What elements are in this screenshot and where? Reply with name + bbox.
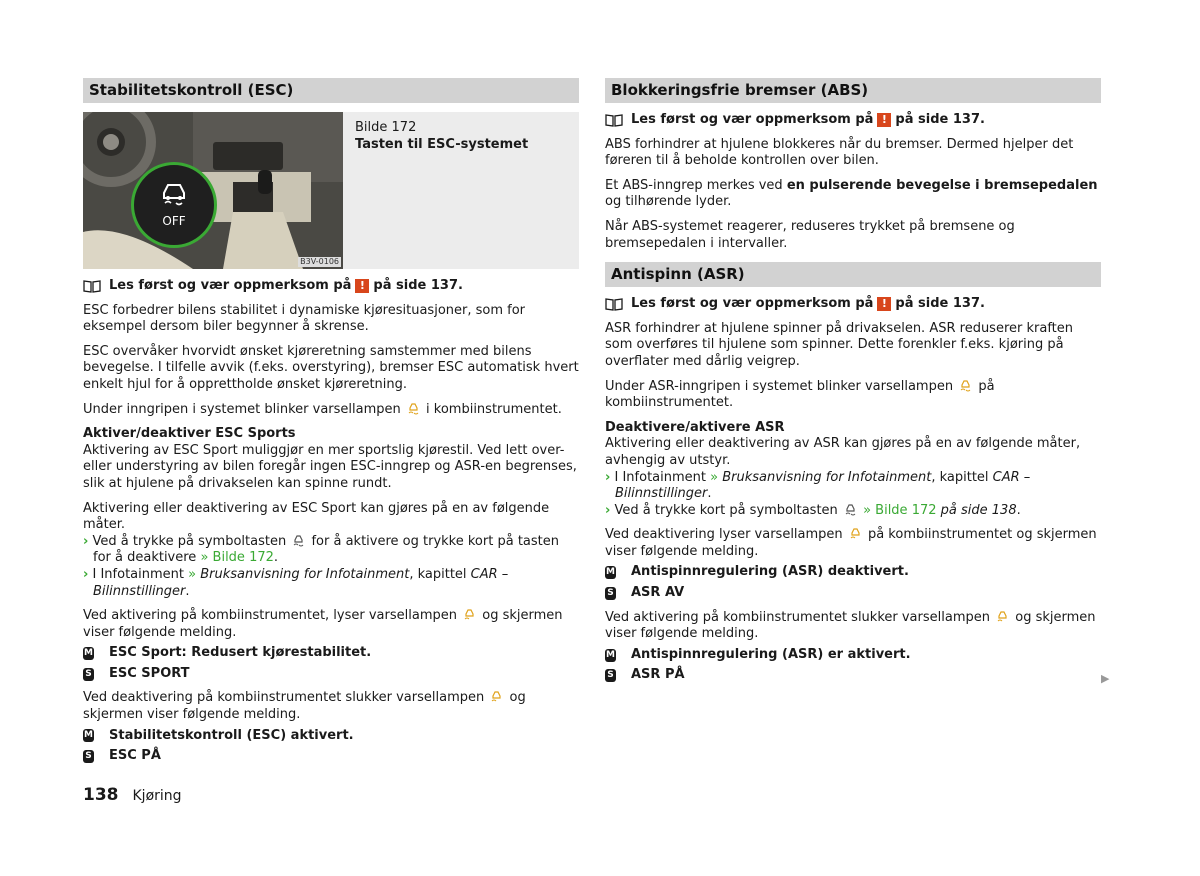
- message-line: [605, 667, 1101, 684]
- text: Ved deaktivering på kombiinstrumentet slukker varsellampen: [83, 690, 485, 706]
- text: Bruksanvisning for Infotainment: [200, 566, 410, 582]
- paragraph: [605, 610, 1101, 643]
- asr-off-lamp-icon: [849, 527, 862, 540]
- message-line: [83, 728, 579, 745]
- esc-off-lamp-icon: [490, 690, 503, 703]
- esc-warning-lamp-icon: [407, 402, 420, 415]
- paragraph: ABS forhindrer at hjulene blokkeres når du bremser. Dermed hjelper det føreren til å beholde kontrollen over bilen.: [605, 136, 1074, 169]
- message-text: ESC Sport: Redusert kjørestabilitet.: [109, 645, 372, 661]
- esc-button-photo: [83, 112, 343, 269]
- text: og skjermen viser følgende melding.: [605, 609, 1096, 642]
- message-text: Antispinnregulering (ASR) deaktivert.: [631, 564, 909, 580]
- read-first-note: [605, 296, 1101, 313]
- display-badge-m: M: [84, 648, 93, 659]
- page-footer: [83, 787, 182, 805]
- read-first-text: Les først og vær oppmerksom på: [631, 112, 874, 127]
- read-first-text: Les først og vær oppmerksom på: [631, 296, 874, 312]
- subheading-asr: Deaktivere/aktivere ASR: [605, 419, 785, 435]
- esc-car-skid-icon: [159, 181, 189, 207]
- message-line: [83, 748, 579, 765]
- esc-off-label: OFF: [162, 214, 186, 228]
- text: Ved aktivering på kombiinstrumentet slukker varsellampen: [605, 609, 990, 625]
- figure-caption: [343, 112, 579, 269]
- text: Ved aktivering på kombiinstrumentet, lyser varsellampen: [83, 608, 457, 624]
- text: CAR – Bilinnstillinger: [93, 566, 509, 599]
- text: I Infotainment: [92, 566, 184, 582]
- book-icon: [605, 114, 623, 127]
- message-line: [605, 564, 1101, 581]
- display-badge-m: M: [606, 567, 615, 578]
- paragraph: [605, 527, 1101, 560]
- message-line: [83, 645, 579, 662]
- text: i kombiinstrumentet.: [426, 401, 562, 417]
- paragraph: ESC forbedrer bilens stabilitet i dynamiske kjøresituasjoner, som for eksempel dersom biler begynner å skrense.: [83, 302, 526, 335]
- asr-off-lamp-icon: [996, 610, 1009, 623]
- message-line: [83, 666, 579, 683]
- emphasis-text: en pulserende bevegelse i bremsepedalen: [786, 177, 1098, 193]
- bullet-arrow-icon: ›: [83, 533, 89, 549]
- message-line: [605, 585, 1101, 602]
- right-column: [605, 78, 1101, 684]
- section-heading-asr: Antispinn (ASR): [605, 262, 1101, 287]
- read-first-page-link[interactable]: på side 137.: [895, 296, 985, 312]
- page-number: 138: [83, 785, 119, 805]
- message-text: ESC PÅ: [109, 748, 161, 764]
- book-icon: [83, 280, 101, 293]
- paragraph: ASR forhindrer at hjulene spinner på drivakselen. ASR reduserer kraften som overføres til hjulene som spinner. Dette forenkler f.eks. kjøring på overflater med dårlig veigrep.: [605, 320, 1074, 369]
- paragraph: Når ABS-systemet reagerer, reduseres trykket på bremsene og bremsepedalen i intervaller.: [605, 218, 1015, 251]
- text: Et ABS-inngrep merkes ved: [605, 177, 783, 193]
- text: I Infotainment: [614, 469, 706, 485]
- cross-ref-link[interactable]: »: [188, 566, 197, 582]
- display-badge-s: S: [605, 587, 616, 600]
- paragraph: ESC overvåker hvorvidt ønsket kjøreretning samstemmer med bilens bevegelse. I tilfelle avvik (f.eks. overstyring), bremser ESC automatisk hvert enkelt hjul for å opprettholde ønsket kjøreretning.: [83, 343, 579, 392]
- list-item: › Ved å trykke på symboltasten for å aktivere og trykke kort på tasten for å deaktivere » Bilde 172.: [83, 533, 559, 566]
- section-heading-esc: Stabilitetskontroll (ESC): [83, 78, 579, 103]
- list-item: › I Infotainment » Bruksanvisning for Infotainment, kapittel CAR – Bilinnstillinger.: [83, 566, 509, 599]
- text: for å aktivere og trykke kort på tasten for å deaktivere: [93, 533, 559, 566]
- text: og skjermen viser følgende melding.: [83, 690, 526, 723]
- bullet-arrow-icon: ›: [605, 502, 611, 518]
- read-first-note: [83, 278, 579, 295]
- read-first-text: Les først og vær oppmerksom på: [109, 278, 352, 293]
- bullet-arrow-icon: ›: [83, 566, 89, 582]
- text: på side 138: [940, 502, 1017, 518]
- message-line: [605, 647, 1101, 664]
- figure-link[interactable]: » Bilde 172: [200, 550, 274, 566]
- text: CAR – Bilinnstillinger: [615, 469, 1031, 502]
- message-text: Stabilitetskontroll (ESC) aktivert.: [109, 727, 354, 743]
- read-first-page-link[interactable]: på side 137.: [895, 112, 985, 127]
- read-first-note: [605, 112, 1101, 129]
- image-code: B3V-0106: [300, 257, 339, 266]
- figure-title: Tasten til ESC-systemet: [355, 136, 529, 152]
- display-badge-m: M: [84, 730, 93, 741]
- text: Ved deaktivering lyser varsellampen: [605, 527, 843, 543]
- text: Under inngripen i systemet blinker varsellampen: [83, 401, 401, 417]
- left-column: [83, 78, 579, 765]
- bullet-arrow-icon: ›: [605, 469, 611, 485]
- paragraph: Aktivering av ESC Sport muliggjør en mer sportslig kjørestil. Ved lett over- eller understyring av bilen foregår ingen ESC-inngrep og ASR-en begrenses, slik at hjulene på drivakselen kan spinne rundt.: [83, 442, 577, 491]
- chapter-title: Kjøring: [132, 788, 182, 804]
- list-item: › Ved å trykke kort på symboltasten » Bilde 172 på side 138.: [605, 502, 1021, 518]
- message-text: ASR AV: [631, 585, 685, 601]
- asr-symbol-icon: [844, 503, 857, 516]
- message-text: ASR PÅ: [631, 667, 685, 683]
- cross-ref-link[interactable]: »: [710, 469, 719, 485]
- read-first-page-link[interactable]: på side 137.: [373, 278, 463, 293]
- asr-warning-lamp-icon: [959, 379, 972, 392]
- book-icon: [605, 298, 623, 311]
- figure-number: Bilde 172: [355, 120, 417, 135]
- text: og tilhørende lyder.: [605, 194, 732, 210]
- text: , kapittel: [409, 566, 467, 582]
- message-text: ESC SPORT: [109, 665, 190, 681]
- paragraph: [83, 690, 579, 723]
- continue-arrow-icon: ▶: [1101, 672, 1110, 685]
- display-badge-s: S: [605, 669, 616, 682]
- message-text: Antispinnregulering (ASR) er aktivert.: [631, 646, 911, 662]
- text: Ved å trykke kort på symboltasten: [614, 502, 838, 518]
- section-heading-abs: Blokkeringsfrie bremser (ABS): [605, 78, 1101, 103]
- esc-off-button: [131, 162, 217, 248]
- text: , kapittel: [931, 469, 989, 485]
- paragraph: [83, 402, 579, 419]
- text: Ved å trykke på symboltasten: [92, 533, 287, 549]
- text: Bruksanvisning for Infotainment: [722, 469, 932, 485]
- warning-icon: !: [877, 297, 891, 311]
- text: Under ASR-inngripen i systemet blinker varsellampen: [605, 378, 954, 394]
- display-badge-s: S: [83, 750, 94, 763]
- subheading-esc-sport: Aktiver/deaktiver ESC Sports: [83, 426, 296, 442]
- text: på kombiinstrumentet.: [605, 378, 995, 411]
- paragraph: [83, 608, 579, 641]
- warning-icon: !: [877, 113, 891, 127]
- paragraph: Aktivering eller deaktivering av ESC Sport kan gjøres på en av følgende måter.: [83, 500, 550, 533]
- text: og skjermen viser følgende melding.: [83, 608, 563, 640]
- esc-off-lamp-icon: [463, 608, 476, 621]
- paragraph: Aktivering eller deaktivering av ASR kan gjøres på en av følgende måter, avhengig av utstyr.: [605, 436, 1081, 468]
- figure-172: [83, 112, 579, 269]
- figure-link[interactable]: » Bilde 172: [863, 502, 937, 518]
- display-badge-s: S: [83, 668, 94, 681]
- paragraph: [605, 178, 1101, 211]
- display-badge-m: M: [606, 649, 615, 660]
- warning-icon: !: [355, 279, 369, 293]
- paragraph: [605, 379, 1101, 412]
- list-item: › I Infotainment » Bruksanvisning for Infotainment, kapittel CAR – Bilinnstillinger.: [605, 469, 1031, 502]
- esc-symbol-icon: [292, 534, 305, 547]
- text: på kombiinstrumentet og skjermen viser følgende melding.: [605, 527, 1097, 559]
